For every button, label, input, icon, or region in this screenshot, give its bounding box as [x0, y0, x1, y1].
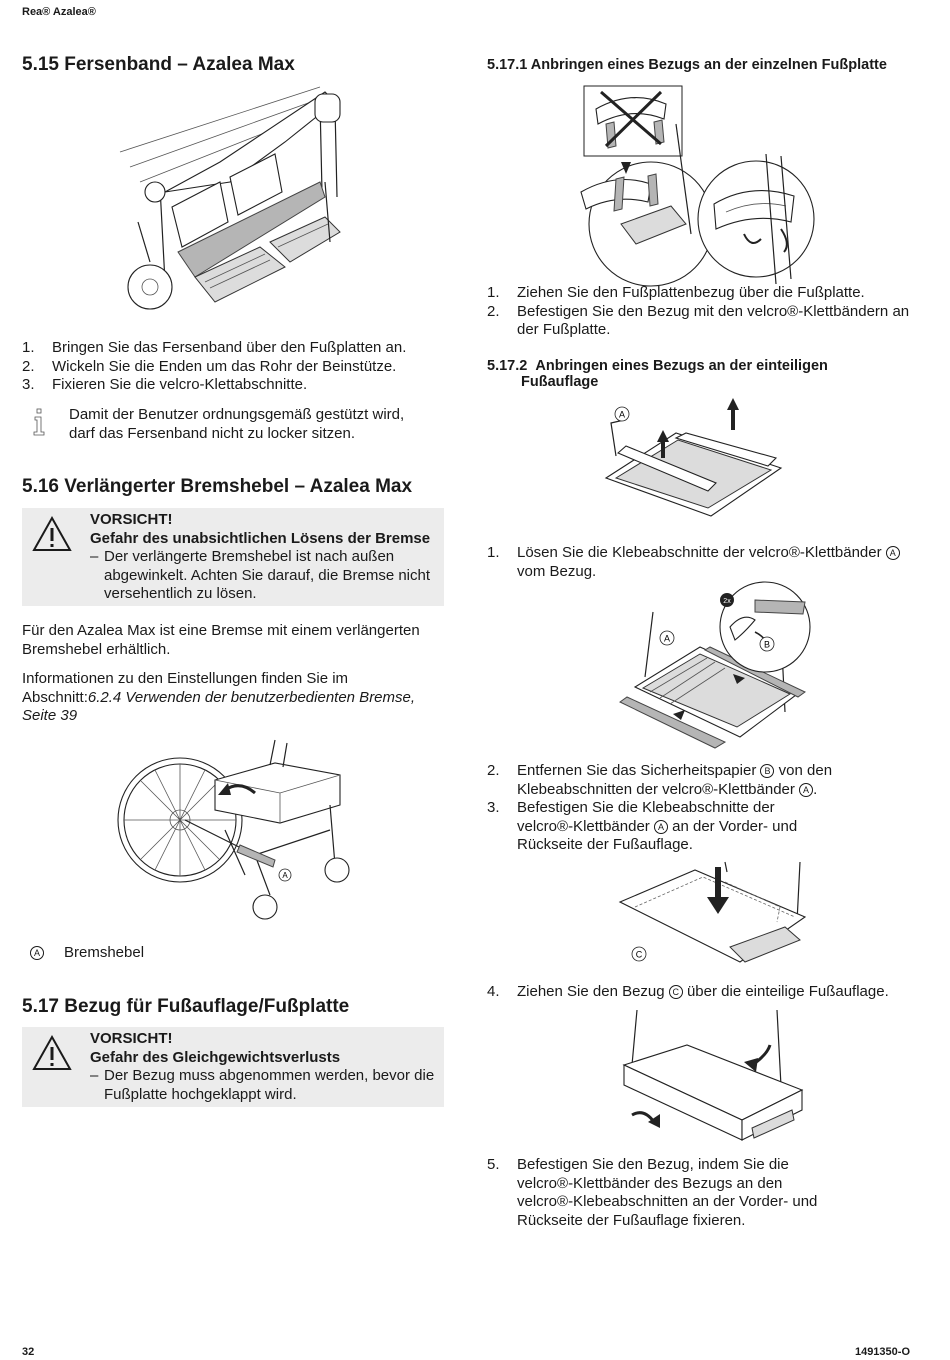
callout-b: B	[763, 639, 771, 650]
running-header: Rea® Azalea®	[22, 6, 96, 18]
section-heading-5-17-1: 5.17.1 Anbringen eines Bezugs an der einzelnen Fußplatte	[487, 57, 887, 73]
warning-triangle-icon	[32, 1035, 72, 1071]
remove-safety-paper-illustration	[615, 592, 815, 752]
list-item: 1. Ziehen Sie den Fußplattenbezug über die Fußplatte.	[487, 284, 865, 301]
pull-cover-illustration	[615, 862, 815, 972]
legend-brake-lever: Bremshebel	[64, 944, 145, 961]
callout-a: A	[663, 633, 671, 644]
fasten-cover-illustration	[612, 1010, 812, 1145]
cross-reference-link[interactable]: 6.2.4 Verwenden der benutzerbedienten Bremse, Seite 39	[22, 688, 416, 724]
velcro-strips-illustration	[596, 398, 796, 528]
info-note: Damit der Benutzer ordnungsgemäß gestützt wird, darf das Fersenband nicht zu locker sitzen.	[69, 406, 405, 442]
wheelchair-brake-illustration	[115, 735, 355, 925]
callout-c: C	[635, 949, 643, 960]
steps-5-17-1	[487, 284, 917, 340]
caution-subtitle: Gefahr des unabsichtlichen Lösens der Bremse	[90, 529, 431, 547]
list-item: 2. Befestigen Sie den Bezug mit den velcro®-Klettbändern an der Fußplatte.	[487, 302, 910, 338]
caution-text: Der Bezug muss abgenommen werden, bevor die Fußplatte hochgeklappt wird.	[104, 1067, 435, 1103]
brake-reference-paragraph: Informationen zu den Einstellungen finden Sie im Abschnitt:6.2.4 Verwenden der benutzerbedienten Bremse, Seite 39	[22, 670, 416, 724]
steps-5-15	[22, 339, 442, 395]
single-footplate-cover-illustration	[576, 84, 816, 296]
caution-text: Der verlängerte Bremshebel ist nach außen abgewinkelt. Achten Sie darauf, die Bremse nicht versehentlich zu lösen.	[104, 548, 431, 602]
section-heading-5-16: 5.16 Verlängerter Bremshebel – Azalea Max	[22, 476, 413, 497]
callout-a: A	[282, 871, 288, 880]
caution-title: VORSICHT!	[90, 1030, 173, 1047]
caution-title: VORSICHT!	[90, 511, 173, 528]
list-item: 2. Wickeln Sie die Enden um das Rohr der Beinstütze.	[22, 357, 397, 375]
steps-5-17-2-2-3: 2. Entfernen Sie das Sicherheitspapier B von den Klebeabschnitten der velcro®-Klettbänder A . 3. Befestigen Sie die Klebeabschnitte der velcro®-Klettbänder A an der Vorder- und Rückseite der Fußauflage.	[487, 762, 833, 853]
document-id: 1491350-O	[854, 1346, 910, 1358]
list-item: 1. Bringen Sie das Fersenband über den Fußplatten an.	[22, 339, 407, 356]
badge-2x: 2x	[723, 598, 731, 605]
info-icon	[30, 408, 48, 436]
caution-box-brake: VORSICHT! Gefahr des unabsichtlichen Lösens der Bremse – Der verlängerte Bremshebel ist nach außen abgewinkelt. Achten Sie darauf, die Bremse nicht versehentlich zu lösen.	[22, 508, 444, 606]
heel-strap-illustration	[110, 82, 370, 322]
page-number: 32	[22, 1346, 35, 1358]
brake-paragraph: Für den Azalea Max ist eine Bremse mit einem verlängerten Bremshebel erhältlich.	[22, 622, 420, 658]
legend-symbol-a: A	[30, 944, 44, 963]
section-heading-5-15: 5.15 Fersenband – Azalea Max	[22, 54, 295, 75]
section-heading-5-17-2: 5.17.2 Anbringen eines Bezugs an der einteiligen Fußauflage	[487, 358, 828, 390]
warning-triangle-icon	[32, 516, 72, 552]
step-5-17-2-4: 4. Ziehen Sie den Bezug C über die einteilige Fußauflage.	[487, 983, 889, 1000]
step-5-17-2-5: 5. Befestigen Sie den Bezug, indem Sie die velcro®-Klettbänder des Bezugs an den velcro®-Klebeabschnitten an der Vorder- und Rückseite der Fußauflage fixieren.	[487, 1156, 818, 1229]
caution-subtitle: Gefahr des Gleichgewichtsverlusts	[90, 1048, 341, 1066]
callout-a: A	[618, 409, 626, 420]
caution-box-balance: VORSICHT! Gefahr des Gleichgewichtsverlusts – Der Bezug muss abgenommen werden, bevor die Fußplatte hochgeklappt wird.	[22, 1027, 444, 1107]
list-item: 3. Fixieren Sie die velcro-Klettabschnitte.	[22, 376, 308, 393]
step-5-17-2-1: 1. Lösen Sie die Klebeabschnitte der velcro®-Klettbänder A vom Bezug.	[487, 544, 917, 581]
section-heading-5-17: 5.17 Bezug für Fußauflage/Fußplatte	[22, 996, 350, 1017]
